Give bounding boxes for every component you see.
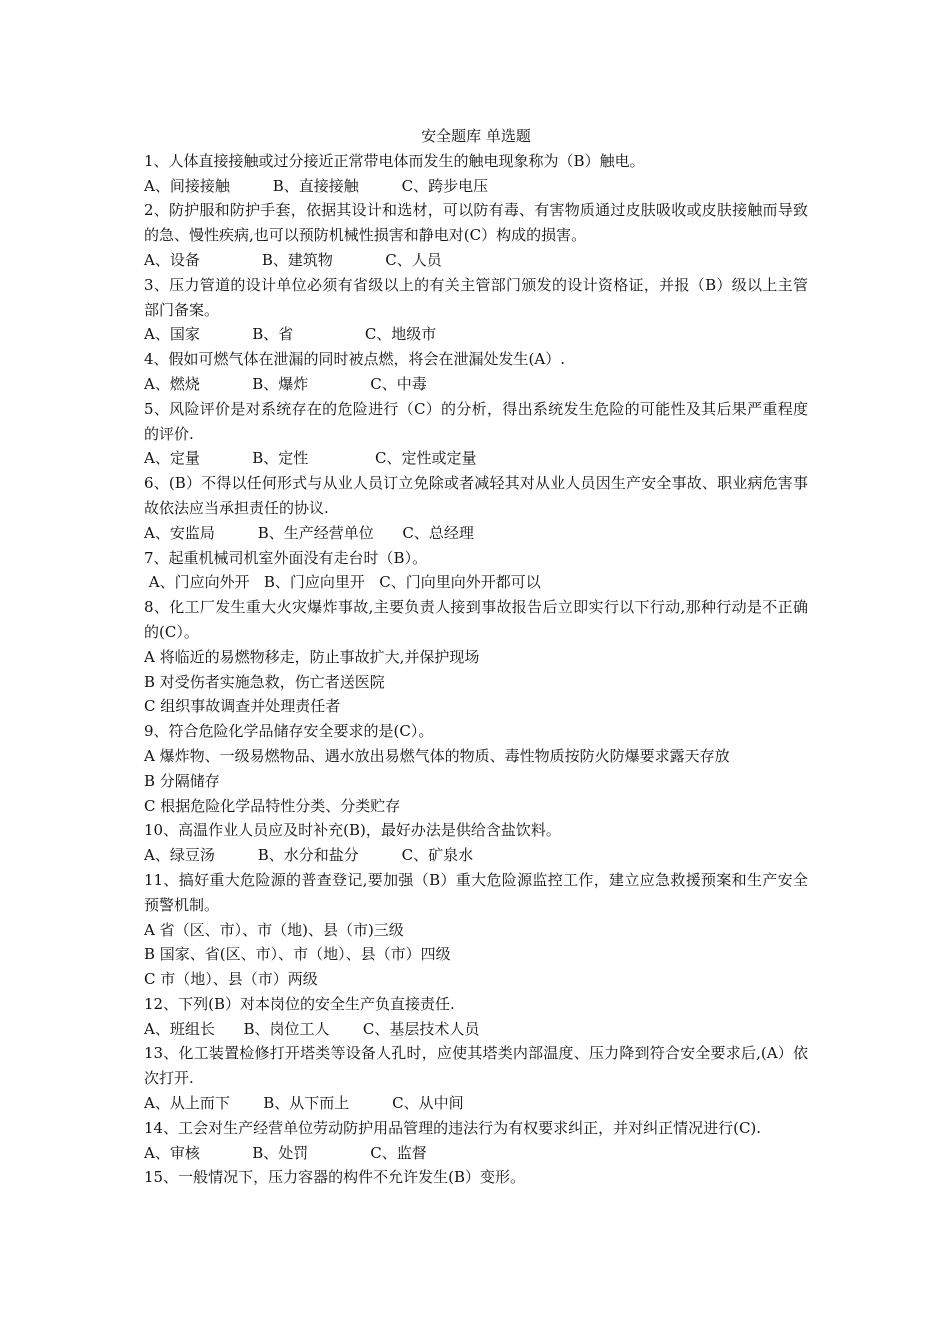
question-list — [144, 149, 808, 1190]
answer-options: A、间接接触 B、直接接触 C、跨步电压 — [144, 176, 489, 195]
question-text: 9、符合危险化学品储存安全要求的是(C）。 — [144, 722, 434, 741]
question-text: 3、压力管道的设计单位必须有省级以上的有关主管部门颁发的设计资格证，并报（B）级以上主管部门备案。 — [144, 275, 808, 319]
question-text: A 爆炸物、一级易燃物品、遇水放出易燃气体的物质、毒性物质按防火防爆要求露天存放 — [144, 746, 730, 765]
answer-options: A、从上而下 B、从下而上 C、从中间 — [144, 1094, 464, 1113]
answer-options: A、燃烧 B、爆炸 C、中毒 — [144, 374, 427, 393]
question-text: 7、起重机械司机室外面没有走台时（B）。 — [144, 548, 428, 567]
question-text: 10、高温作业人员应及时补充(B)，最好办法是供给含盐饮料。 — [144, 821, 561, 840]
question-text: 11、搞好重大危险源的普查登记,要加强（B）重大危险源监控工作，建立应急救援预案和生产安全预警机制。 — [144, 870, 808, 914]
answer-options: A、国家 B、省 C、地级市 — [144, 325, 437, 344]
question-text: B 分隔储存 — [144, 771, 220, 790]
question-text: 8、化工厂发生重大火灾爆炸事故,主要负责人接到事故报告后立即实行以下行动,那种行动是不正确的(C）。 — [144, 598, 808, 641]
document-title: 安全题库 单选题 — [421, 127, 531, 145]
question-text: A 将临近的易燃物移走，防止事故扩大,并保护现场 — [144, 647, 480, 666]
question-text: 4、假如可燃气体在泄漏的同时被点燃，将会在泄漏处发生(A）. — [144, 350, 565, 369]
question-text: 2、防护服和防护手套，依据其设计和选材，可以防有毒、有害物质通过皮肤吸收或皮肤接触而导致的急、慢性疾病,也可以预防机械性损害和静电对(C）构成的损害。 — [144, 201, 808, 245]
question-text: A 省（区、市）、市（地)、县（市)三级 — [144, 920, 404, 939]
answer-options: A、设备 B、建筑物 C、人员 — [144, 250, 442, 269]
question-text: 6、(B）不得以任何形式与从业人员订立免除或者减轻其对从业人员因生产安全事故、职业病危害事故依法应当承担责任的协议. — [144, 474, 808, 517]
question-text: C 市（地）、县（市）两级 — [144, 970, 318, 989]
question-text: 1、人体直接接触或过分接近正常带电体而发生的触电现象称为（B）触电。 — [144, 151, 645, 170]
question-text: B 对受伤者实施急救，伤亡者送医院 — [144, 672, 385, 691]
answer-options: A、安监局 B、生产经营单位 C、总经理 — [144, 523, 474, 542]
question-text: 15、一般情况下，压力容器的构件不允许发生(B）变形。 — [144, 1168, 525, 1187]
question-text: 13、化工装置检修打开塔类等设备人孔时，应使其塔类内部温度、压力降到符合安全要求后,(A）依次打开. — [144, 1044, 808, 1088]
answer-options: A、门应向外开 B、门应向里开 C、门向里向外开都可以 — [144, 573, 541, 592]
answer-options: A、审核 B、处罚 C、监督 — [144, 1143, 427, 1162]
question-text: 5、风险评价是对系统存在的危险进行（C）的分析，得出系统发生危险的可能性及其后果严重程度的评价. — [144, 399, 808, 443]
question-text: C 根据危险化学品特性分类、分类贮存 — [144, 796, 401, 815]
question-text: C 组织事故调查并处理责任者 — [144, 697, 341, 716]
document-content — [144, 124, 808, 1190]
question-text: 14、工会对生产经营单位劳动防护用品管理的违法行为有权要求纠正，并对纠正情况进行(C). — [144, 1118, 762, 1137]
question-text: B 国家、省(区、市）、市（地）、县（市）四级 — [144, 945, 451, 964]
answer-options: A、班组长 B、岗位工人 C、基层技术人员 — [144, 1019, 480, 1038]
question-text: 12、下列(B）对本岗位的安全生产负直接责任. — [144, 994, 455, 1013]
answer-options: A、绿豆汤 B、水分和盐分 C、矿泉水 — [144, 846, 474, 865]
answer-options: A、定量 B、定性 C、定性或定量 — [144, 449, 477, 468]
